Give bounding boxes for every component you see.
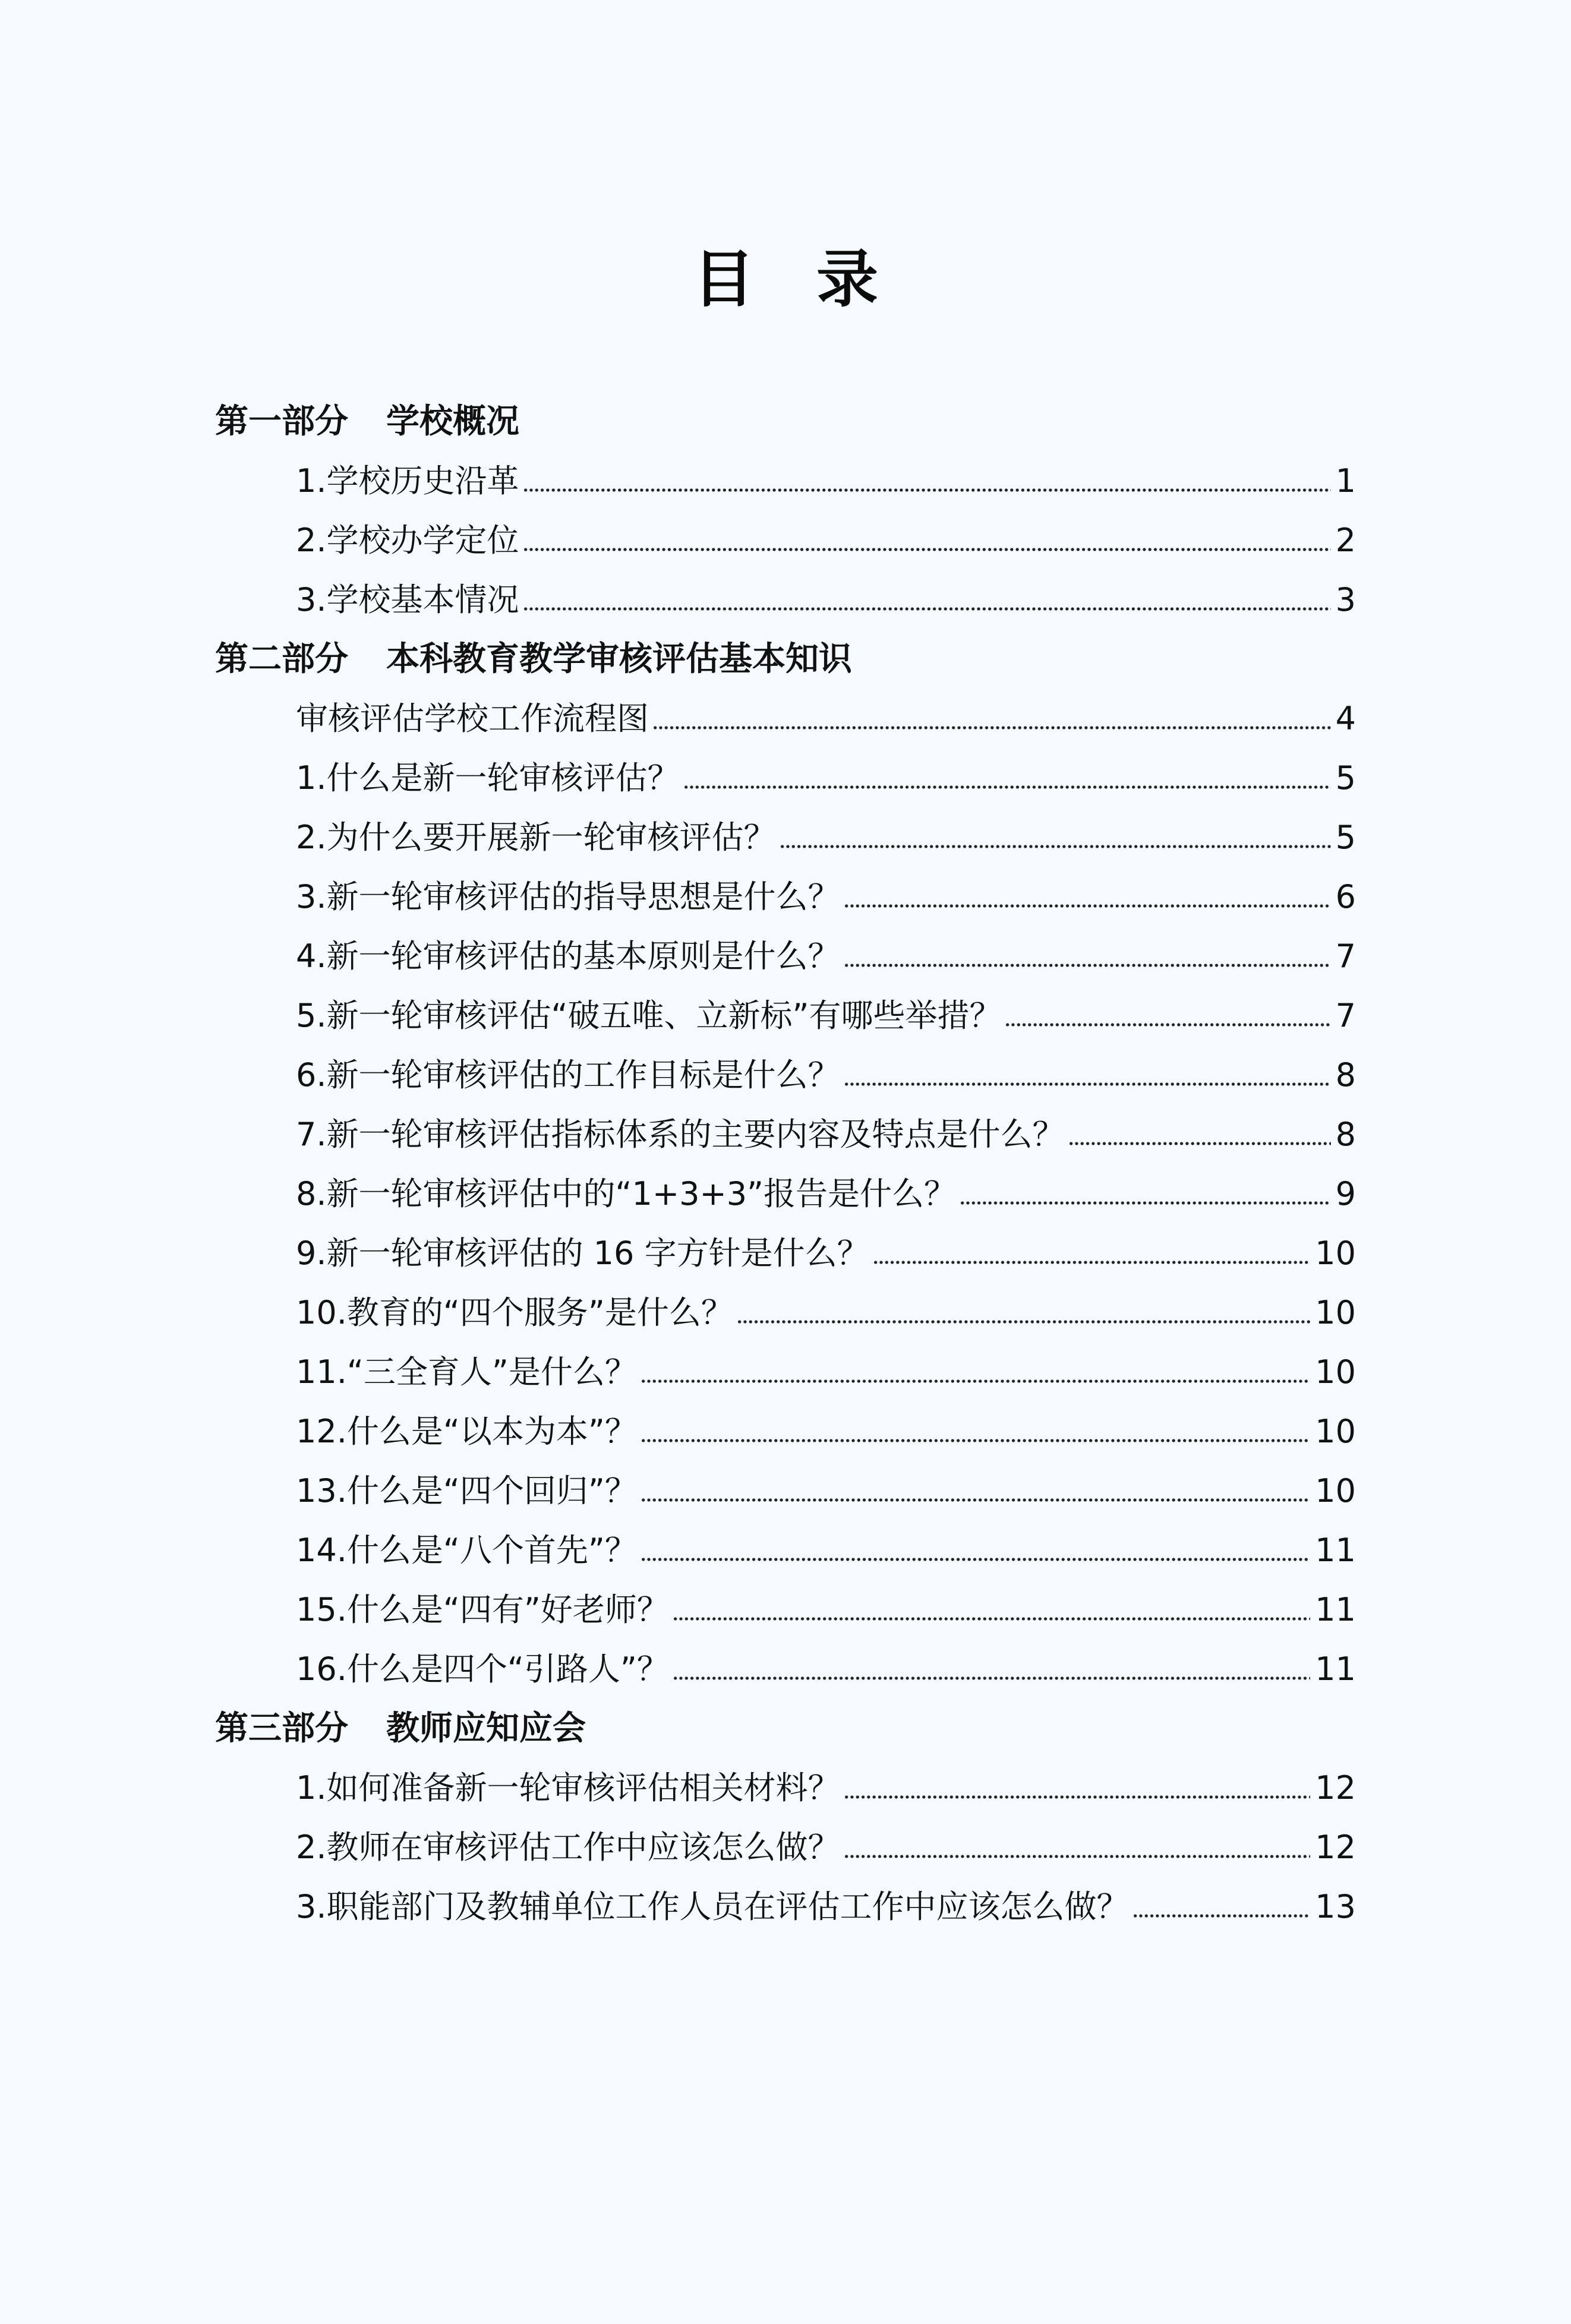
toc-page-number: 2: [1335, 522, 1356, 559]
toc-page-number: 10: [1315, 1413, 1356, 1450]
dot-leader: [844, 1770, 1311, 1806]
toc-entry[interactable]: [215, 451, 1356, 511]
toc-page-number: 10: [1315, 1294, 1356, 1331]
section-title: 本科教育教学审核评估基本知识: [386, 640, 852, 678]
toc-entry-label: 14.什么是“八个首先”？: [296, 1532, 637, 1569]
toc-page-number: 8: [1335, 1116, 1356, 1153]
toc-entry[interactable]: [215, 1224, 1356, 1283]
toc-entry[interactable]: [215, 570, 1356, 630]
dot-leader: [641, 1354, 1310, 1390]
page-title: 目 录: [692, 243, 878, 315]
toc-page-number: 3: [1335, 581, 1356, 618]
toc-entry[interactable]: [215, 1461, 1356, 1521]
dot-leader: [1068, 1117, 1331, 1152]
toc-entry-label: 7.新一轮审核评估指标体系的主要内容及特点是什么？: [296, 1116, 1065, 1153]
toc-entry-label: 1.如何准备新一轮审核评估相关材料？: [296, 1769, 840, 1807]
toc-entry[interactable]: [215, 1877, 1356, 1937]
toc-entry-label: 16.什么是四个“引路人”？: [296, 1650, 669, 1688]
toc-entry[interactable]: [215, 511, 1356, 570]
toc-entry[interactable]: [215, 867, 1356, 927]
toc-entry-label: 审核评估学校工作流程图: [296, 700, 649, 737]
toc-page-number: 11: [1315, 1650, 1356, 1688]
dot-leader: [960, 1176, 1331, 1212]
dot-leader: [673, 1652, 1310, 1687]
dot-leader: [641, 1533, 1310, 1568]
toc-entry[interactable]: [215, 1758, 1356, 1818]
toc-entry-label: 1.学校历史沿革: [296, 462, 519, 500]
toc-entry[interactable]: [215, 1640, 1356, 1699]
toc-entry[interactable]: [215, 927, 1356, 986]
toc-page-number: 10: [1315, 1234, 1356, 1272]
dot-leader: [873, 1236, 1311, 1271]
dot-leader: [641, 1414, 1310, 1450]
toc-entry-label: 3.学校基本情况: [296, 581, 519, 618]
toc-entry[interactable]: [215, 1402, 1356, 1461]
dot-leader: [844, 1057, 1331, 1093]
toc-page-number: 13: [1315, 1888, 1356, 1925]
toc-page-number: 7: [1335, 937, 1356, 975]
toc-page-number: 8: [1335, 1056, 1356, 1094]
dot-leader: [652, 701, 1331, 737]
toc-section-heading: [215, 630, 1356, 689]
toc-page-number: 10: [1315, 1472, 1356, 1510]
toc-section-heading: [215, 392, 1356, 451]
dot-leader: [844, 939, 1331, 974]
toc-entry[interactable]: [215, 808, 1356, 867]
toc-page-number: 12: [1315, 1769, 1356, 1807]
dot-leader: [673, 1592, 1310, 1628]
toc-entry-label: 3.新一轮审核评估的指导思想是什么？: [296, 878, 840, 915]
toc-page-number: 1: [1335, 462, 1356, 500]
toc-entry-label: 13.什么是“四个回归”？: [296, 1472, 637, 1510]
toc-entry[interactable]: [215, 1818, 1356, 1877]
dot-leader: [523, 582, 1331, 618]
toc-entry-label: 2.教师在审核评估工作中应该怎么做？: [296, 1829, 840, 1866]
dot-leader: [844, 879, 1331, 915]
dot-leader: [641, 1473, 1310, 1509]
toc-entry-label: 1.什么是新一轮审核评估？: [296, 759, 680, 797]
toc-entry-label: 3.职能部门及教辅单位工作人员在评估工作中应该怎么做？: [296, 1888, 1129, 1925]
toc-page-number: 9: [1335, 1175, 1356, 1212]
section-number: 第二部分: [215, 640, 348, 678]
toc-entry[interactable]: [215, 689, 1356, 749]
toc-entry[interactable]: [215, 1343, 1356, 1402]
toc-entry-label: 5.新一轮审核评估“破五唯、立新标”有哪些举措？: [296, 997, 1002, 1034]
toc-page-number: 11: [1315, 1591, 1356, 1628]
dot-leader: [1132, 1889, 1311, 1925]
toc-entry[interactable]: [215, 1580, 1356, 1640]
toc-entry-label: 15.什么是“四有”好老师？: [296, 1591, 669, 1628]
toc-page-number: 10: [1315, 1353, 1356, 1391]
toc-page-number: 6: [1335, 878, 1356, 915]
dot-leader: [737, 1295, 1310, 1331]
table-of-contents: [215, 392, 1356, 1937]
dot-leader: [523, 523, 1331, 558]
toc-entry-label: 2.为什么要开展新一轮审核评估？: [296, 819, 776, 856]
toc-page-number: 12: [1315, 1829, 1356, 1866]
toc-entry-label: 6.新一轮审核评估的工作目标是什么？: [296, 1056, 840, 1094]
dot-leader: [523, 463, 1331, 499]
toc-entry-label: 2.学校办学定位: [296, 522, 519, 559]
toc-page-number: 7: [1335, 997, 1356, 1034]
toc-entry[interactable]: [215, 1283, 1356, 1343]
toc-section-heading: [215, 1699, 1356, 1758]
toc-page-number: 5: [1335, 819, 1356, 856]
toc-page-number: 11: [1315, 1532, 1356, 1569]
toc-entry[interactable]: [215, 1105, 1356, 1164]
dot-leader: [683, 760, 1331, 796]
section-number: 第三部分: [215, 1709, 348, 1748]
toc-entry-label: 8.新一轮审核评估中的“1+3+3”报告是什么？: [296, 1175, 957, 1212]
toc-entry[interactable]: [215, 1521, 1356, 1580]
dot-leader: [1005, 998, 1330, 1034]
toc-entry[interactable]: [215, 986, 1356, 1046]
section-number: 第一部分: [215, 402, 348, 441]
toc-entry[interactable]: [215, 749, 1356, 808]
toc-entry-label: 4.新一轮审核评估的基本原则是什么？: [296, 937, 840, 975]
toc-entry[interactable]: [215, 1164, 1356, 1224]
dot-leader: [844, 1830, 1311, 1865]
dot-leader: [780, 820, 1331, 855]
toc-page-number: 4: [1335, 700, 1356, 737]
toc-entry-label: 9.新一轮审核评估的 16 字方针是什么？: [296, 1234, 869, 1272]
section-title: 学校概况: [386, 402, 519, 441]
toc-page-number: 5: [1335, 759, 1356, 797]
toc-entry-label: 10.教育的“四个服务”是什么？: [296, 1294, 733, 1331]
toc-entry[interactable]: [215, 1046, 1356, 1105]
section-title: 教师应知应会: [386, 1709, 586, 1748]
toc-entry-label: 12.什么是“以本为本”？: [296, 1413, 637, 1450]
toc-entry-label: 11.“三全育人”是什么？: [296, 1353, 637, 1391]
